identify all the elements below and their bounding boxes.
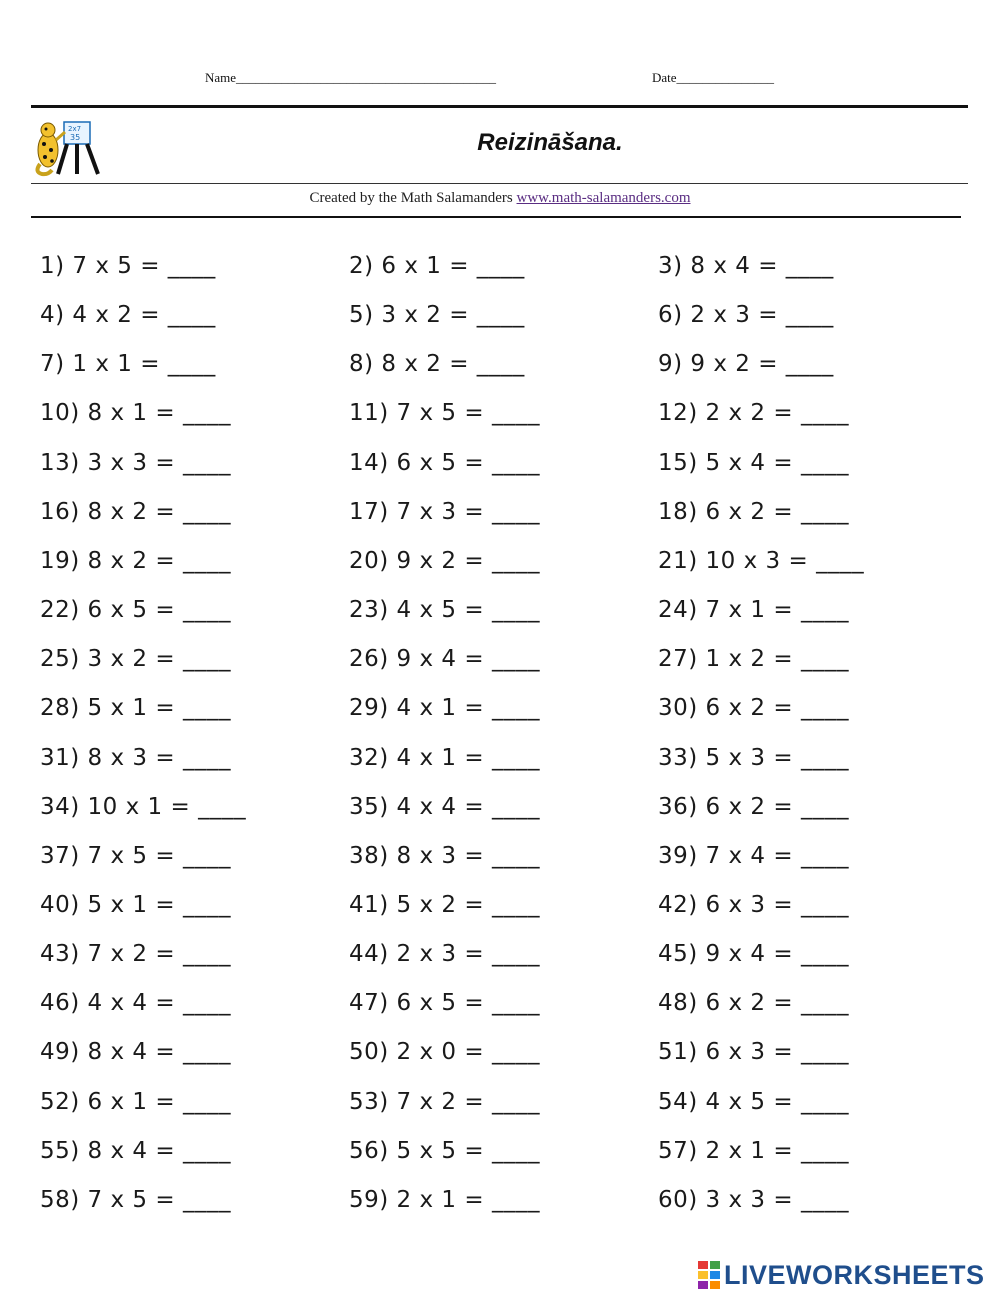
problem-item[interactable]: 3) 8 x 4 = ____	[658, 253, 834, 279]
problem-item[interactable]: 36) 6 x 2 = ____	[658, 793, 849, 820]
name-field[interactable]: Name________________________________________	[205, 70, 497, 85]
problem-item[interactable]: 27) 1 x 2 = ____	[658, 646, 849, 673]
problem-item[interactable]: 25) 3 x 2 = ____	[40, 646, 231, 673]
problem-item[interactable]: 19) 8 x 2 = ____	[40, 547, 231, 574]
problem-item[interactable]: 4) 4 x 2 = ____	[40, 302, 216, 329]
problem-item[interactable]: 38) 8 x 3 = ____	[349, 842, 540, 869]
liveworksheets-icon	[697, 1260, 721, 1290]
svg-text:35: 35	[70, 133, 81, 142]
problem-item[interactable]: 51) 6 x 3 = ____	[658, 1039, 849, 1066]
problem-item[interactable]: 17) 7 x 3 = ____	[349, 498, 540, 525]
problem-item[interactable]: 58) 7 x 5 = ____	[40, 1186, 231, 1213]
problem-item[interactable]: 55) 8 x 4 = ____	[40, 1137, 231, 1164]
problem-item[interactable]: 52) 6 x 1 = ____	[40, 1088, 231, 1115]
problem-item[interactable]: 59) 2 x 1 = ____	[349, 1186, 540, 1213]
problem-item[interactable]: 9) 9 x 2 = ____	[658, 351, 834, 378]
problem-item[interactable]: 1) 7 x 5 = ____	[40, 253, 216, 279]
problem-item[interactable]: 44) 2 x 3 = ____	[349, 941, 540, 968]
problem-item[interactable]: 46) 4 x 4 = ____	[40, 990, 231, 1017]
problem-item[interactable]: 37) 7 x 5 = ____	[40, 842, 231, 869]
problem-item[interactable]: 8) 8 x 2 = ____	[349, 351, 525, 378]
problem-item[interactable]: 15) 5 x 4 = ____	[658, 449, 849, 476]
problem-item[interactable]: 40) 5 x 1 = ____	[40, 891, 231, 918]
credit-text: Created by the Math Salamanders	[309, 190, 517, 206]
problem-item[interactable]: 6) 2 x 3 = ____	[658, 302, 834, 329]
problem-item[interactable]: 16) 8 x 2 = ____	[40, 498, 231, 525]
header-rule-bottom	[31, 216, 961, 218]
credit-line	[0, 190, 1000, 207]
problem-item[interactable]: 5) 3 x 2 = ____	[349, 302, 525, 329]
icon-block	[709, 1280, 721, 1290]
problem-item[interactable]: 60) 3 x 3 = ____	[658, 1186, 849, 1213]
problem-item[interactable]: 30) 6 x 2 = ____	[658, 695, 849, 722]
problem-item[interactable]: 11) 7 x 5 = ____	[349, 400, 540, 427]
problem-item[interactable]: 31) 8 x 3 = ____	[40, 744, 231, 771]
problem-item[interactable]: 22) 6 x 5 = ____	[40, 597, 231, 624]
problem-item[interactable]: 7) 1 x 1 = ____	[40, 351, 216, 378]
icon-block	[697, 1280, 709, 1290]
svg-text:2x7: 2x7	[68, 125, 82, 133]
icon-block	[697, 1270, 709, 1280]
problem-item[interactable]: 53) 7 x 2 = ____	[349, 1088, 540, 1115]
problem-item[interactable]: 32) 4 x 1 = ____	[349, 744, 540, 771]
icon-block	[709, 1260, 721, 1270]
problem-item[interactable]: 41) 5 x 2 = ____	[349, 891, 540, 918]
problem-item[interactable]: 14) 6 x 5 = ____	[349, 449, 540, 476]
problem-item[interactable]: 50) 2 x 0 = ____	[349, 1039, 540, 1066]
problem-item[interactable]: 33) 5 x 3 = ____	[658, 744, 849, 771]
problem-item[interactable]: 49) 8 x 4 = ____	[40, 1039, 231, 1066]
problem-item[interactable]: 26) 9 x 4 = ____	[349, 646, 540, 673]
problem-item[interactable]: 45) 9 x 4 = ____	[658, 941, 849, 968]
problem-item[interactable]: 35) 4 x 4 = ____	[349, 793, 540, 820]
problem-item[interactable]: 12) 2 x 2 = ____	[658, 400, 849, 427]
problem-item[interactable]: 57) 2 x 1 = ____	[658, 1137, 849, 1164]
problem-item[interactable]: 47) 6 x 5 = ____	[349, 990, 540, 1017]
problem-item[interactable]: 2) 6 x 1 = ____	[349, 253, 525, 279]
problem-item[interactable]: 39) 7 x 4 = ____	[658, 842, 849, 869]
problem-item[interactable]: 28) 5 x 1 = ____	[40, 695, 231, 722]
liveworksheets-logo	[697, 1258, 985, 1292]
problem-item[interactable]: 13) 3 x 3 = ____	[40, 449, 231, 476]
credit-link[interactable]: www.math-salamanders.com	[516, 190, 691, 206]
worksheet-title: Reizināšana.	[477, 129, 623, 156]
date-field[interactable]: Date_______________	[652, 70, 775, 85]
icon-block	[697, 1260, 709, 1270]
problem-item[interactable]: 10) 8 x 1 = ____	[40, 400, 231, 427]
problem-item[interactable]: 20) 9 x 2 = ____	[349, 547, 540, 574]
header-rule-middle	[31, 183, 968, 184]
problem-item[interactable]: 29) 4 x 1 = ____	[349, 695, 540, 722]
problem-item[interactable]: 21) 10 x 3 = ____	[658, 547, 865, 574]
problem-item[interactable]: 54) 4 x 5 = ____	[658, 1088, 849, 1115]
problem-item[interactable]: 23) 4 x 5 = ____	[349, 597, 540, 624]
problem-item[interactable]: 24) 7 x 1 = ____	[658, 597, 849, 624]
problem-item[interactable]: 34) 10 x 1 = ____	[40, 793, 247, 820]
problem-item[interactable]: 42) 6 x 3 = ____	[658, 891, 849, 918]
problem-item[interactable]: 56) 5 x 5 = ____	[349, 1137, 540, 1164]
problem-item[interactable]: 18) 6 x 2 = ____	[658, 498, 849, 525]
liveworksheets-wordmark: LIVEWORKSHEETS	[724, 1259, 985, 1290]
problem-item[interactable]: 43) 7 x 2 = ____	[40, 941, 231, 968]
header-rule-top	[31, 105, 968, 108]
problem-item[interactable]: 48) 6 x 2 = ____	[658, 990, 849, 1017]
icon-block	[709, 1270, 721, 1280]
